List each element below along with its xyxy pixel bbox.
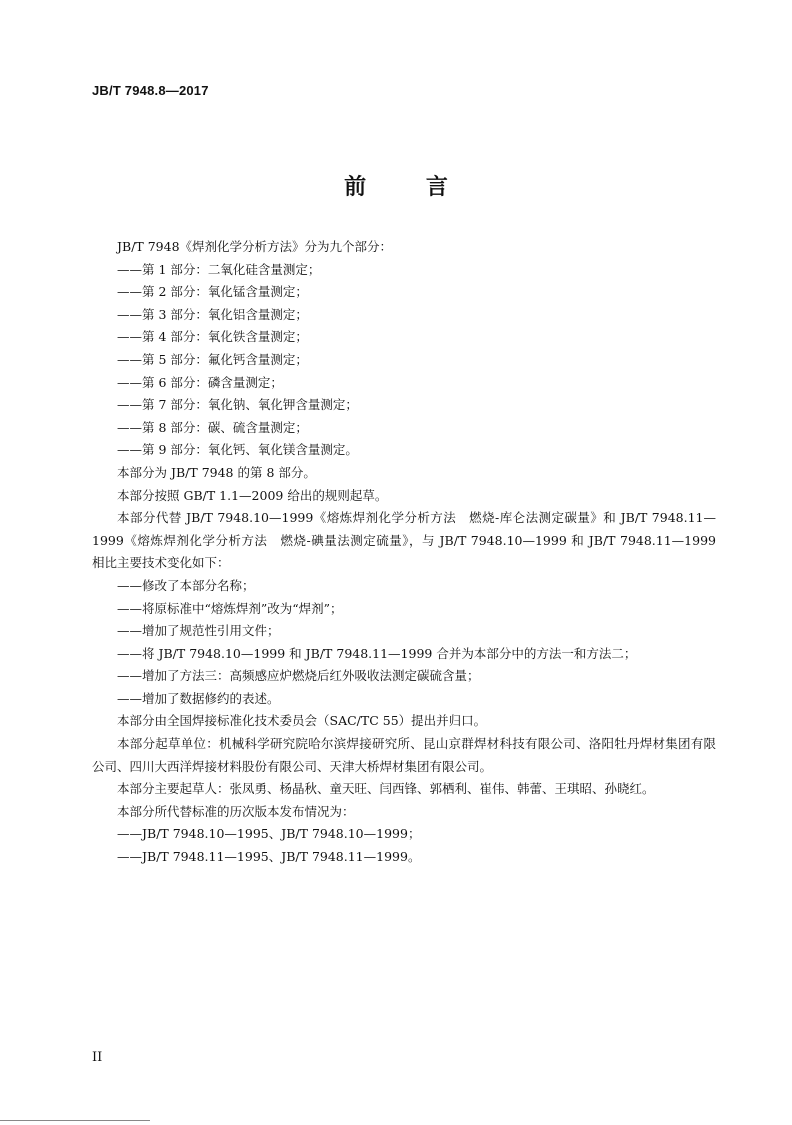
list-item-part-9: ——第 9 部分：氧化钙、氧化镁含量测定。 bbox=[117, 442, 358, 458]
list-item-history-1: ——JB/T 7948.10—1995、JB/T 7948.10—1999； bbox=[117, 826, 421, 842]
paragraph-part-number: 本部分为 JB/T 7948 的第 8 部分。 bbox=[117, 464, 316, 480]
list-item-part-2: ——第 2 部分：氧化锰含量测定； bbox=[117, 284, 308, 300]
list-item-part-4: ——第 4 部分：氧化铁含量测定； bbox=[117, 329, 308, 345]
list-item-part-1: ——第 1 部分：二氧化硅含量测定； bbox=[117, 261, 321, 277]
list-item-history-2: ——JB/T 7948.11—1995、JB/T 7948.11—1999。 bbox=[117, 849, 421, 865]
list-item-part-7: ——第 7 部分：氧化钠、氧化钾含量测定； bbox=[117, 397, 358, 413]
paragraph-proposed-by: 本部分由全国焊接标准化技术委员会（SAC/TC 55）提出并归口。 bbox=[117, 713, 487, 729]
list-item-change-5: ——增加了方法三：高频感应炉燃烧后红外吸收法测定碳硫含量； bbox=[117, 668, 480, 684]
page-title: 前 言 bbox=[344, 174, 474, 200]
list-item-change-3: ——增加了规范性引用文件； bbox=[117, 623, 280, 639]
paragraph-history-intro: 本部分所代替标准的历次版本发布情况为： bbox=[117, 803, 355, 819]
paragraph-replaces: 本部分代替 JB/T 7948.10—1999《熔炼焊剂化学分析方法 燃烧-库仑法测定碳量》和 JB/T 7948.11—1999《熔炼焊剂化学分析方法 燃烧-碘量法测定硫量》，与 JB/T 7948.10—1999 和 JB/T 7948.11—1999 相比主要技术变化如下： bbox=[92, 510, 716, 571]
paragraph-series-intro: JB/T 7948《焊剂化学分析方法》分为九个部分： bbox=[117, 239, 393, 254]
list-item-part-8: ——第 8 部分：碳、硫含量测定； bbox=[117, 419, 308, 435]
list-item-part-6: ——第 6 部分：磷含量测定； bbox=[117, 374, 283, 390]
list-item-part-5: ——第 5 部分：氟化钙含量测定； bbox=[117, 351, 308, 367]
list-item-change-2: ——将原标准中“熔炼焊剂”改为“焊剂”； bbox=[117, 600, 343, 616]
paragraph-drafters: 本部分主要起草人：张凤勇、杨晶秋、童天旺、闫西锋、郭栖利、崔伟、韩蕾、王琪昭、孙晓红。 bbox=[117, 781, 655, 797]
paragraph-drafting-units: 本部分起草单位：机械科学研究院哈尔滨焊接研究所、昆山京群焊材科技有限公司、洛阳牡丹焊材集团有限公司、四川大西洋焊接材料股份有限公司、天津大桥焊材集团有限公司。 bbox=[92, 736, 716, 774]
bottom-divider bbox=[0, 1120, 150, 1121]
list-item-change-4: ——将 JB/T 7948.10—1999 和 JB/T 7948.11—1999 合并为本部分中的方法一和方法二； bbox=[117, 645, 637, 661]
paragraph-drafting-rules: 本部分按照 GB/T 1.1—2009 给出的规则起草。 bbox=[117, 487, 388, 503]
page-number: II bbox=[92, 1050, 103, 1065]
list-item-part-3: ——第 3 部分：氧化铝含量测定； bbox=[117, 306, 308, 322]
standard-code: JB/T 7948.8—2017 bbox=[92, 83, 209, 98]
foreword-body bbox=[92, 236, 716, 869]
list-item-change-6: ——增加了数据修约的表述。 bbox=[117, 690, 280, 706]
list-item-change-1: ——修改了本部分名称； bbox=[117, 577, 255, 593]
